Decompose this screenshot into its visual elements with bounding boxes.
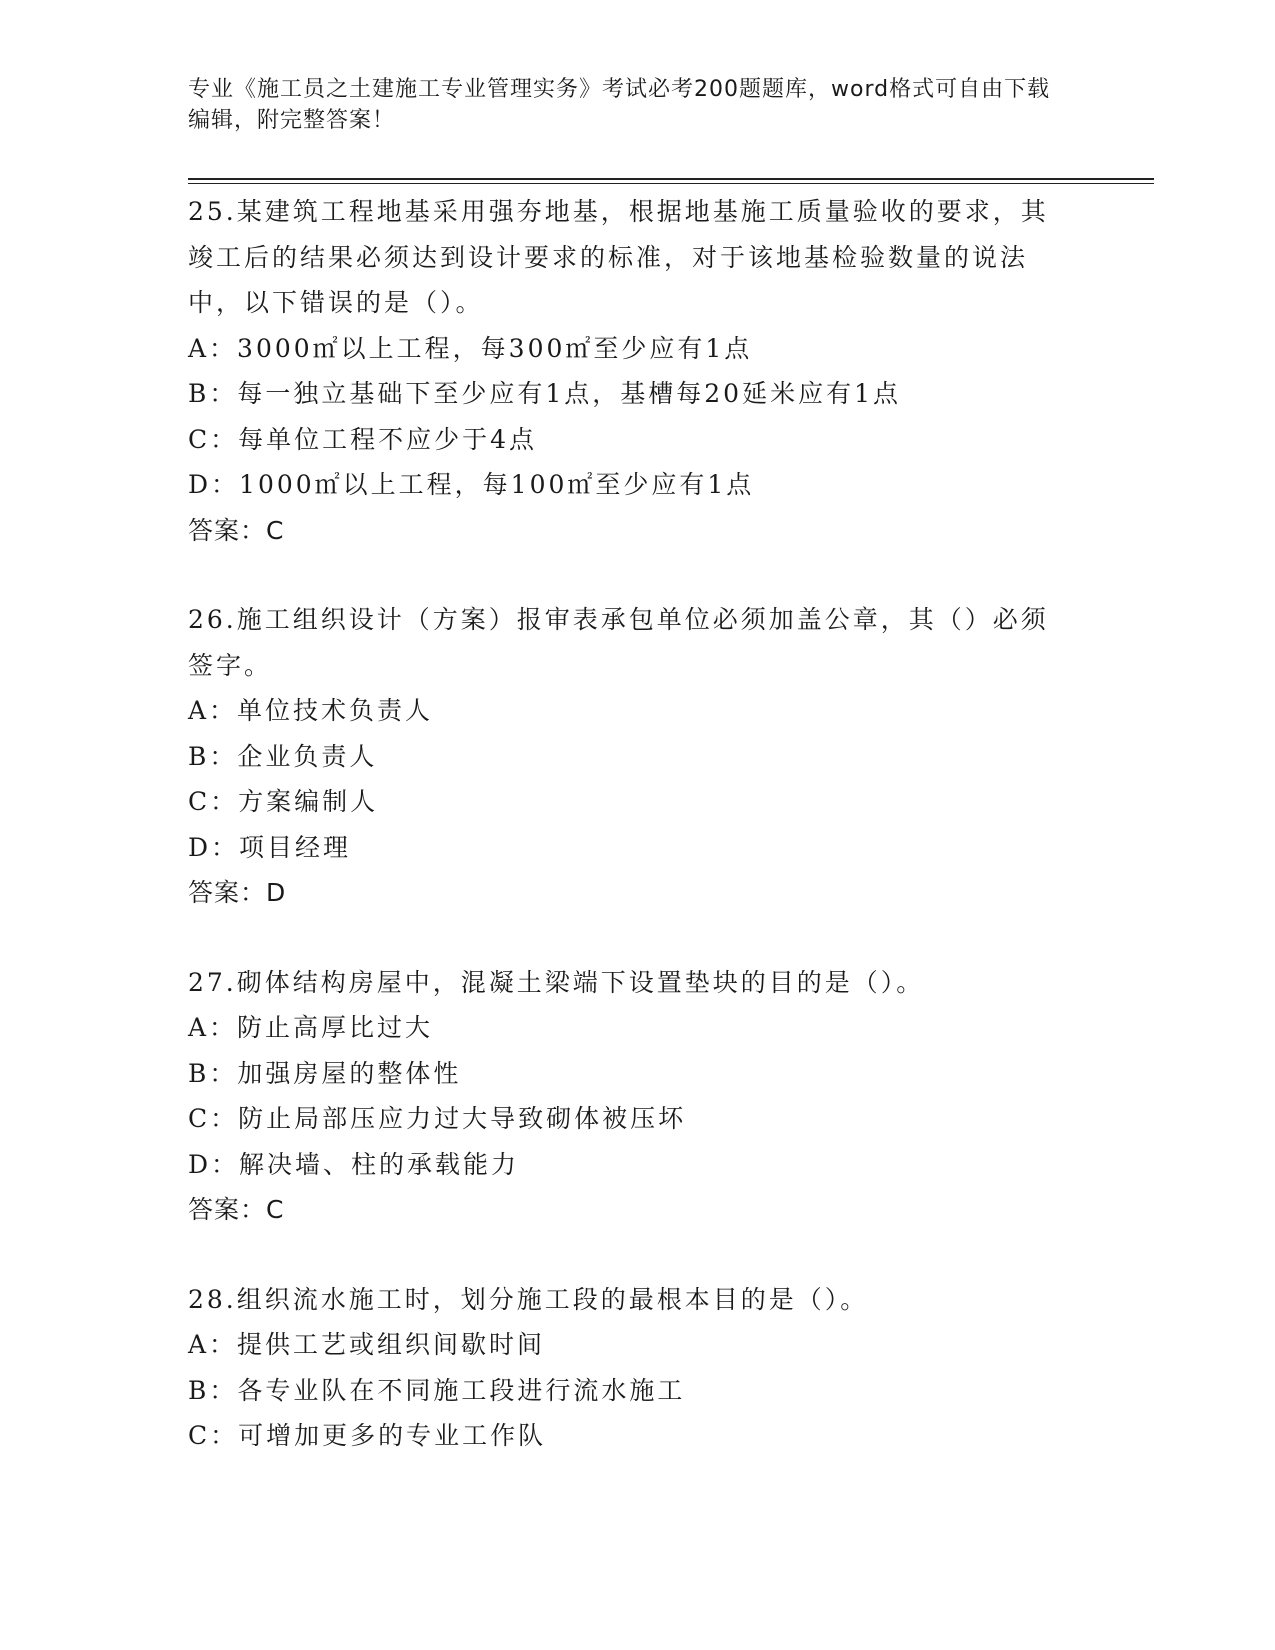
question-25 — [188, 189, 1088, 553]
option-d: D：解决墙、柱的承载能力 — [188, 1149, 520, 1179]
question-27 — [188, 960, 1088, 1233]
option-b: B：各专业队在不同施工段进行流水施工 — [188, 1375, 686, 1405]
answer: 答案：D — [188, 878, 287, 907]
option-a: A：防止高厚比过大 — [188, 1013, 434, 1042]
header-divider-thick — [188, 178, 1154, 180]
option-b: B：每一独立基础下至少应有1点，基槽每20延米应有1点 — [188, 379, 901, 408]
option-a: A：单位技术负责人 — [188, 696, 434, 725]
option-c: C：防止局部压应力过大导致砌体被压坏 — [188, 1104, 687, 1133]
option-c: C：可增加更多的专业工作队 — [188, 1421, 547, 1450]
option-c: C：每单位工程不应少于4点 — [188, 424, 538, 454]
option-b: B：加强房屋的整体性 — [188, 1058, 462, 1088]
option-c: C：方案编制人 — [188, 787, 379, 816]
question-26 — [188, 597, 1088, 916]
option-d: D：1000㎡以上工程，每100㎡至少应有1点 — [188, 470, 755, 499]
answer: 答案：C — [188, 1195, 285, 1224]
question-stem: 28.组织流水施工时，划分施工段的最根本目的是（）。 — [188, 1284, 869, 1314]
question-28 — [188, 1277, 1088, 1459]
question-list — [188, 189, 1088, 1503]
option-b: B：企业负责人 — [188, 741, 378, 771]
question-stem: 27.砌体结构房屋中，混凝土梁端下设置垫块的目的是（）。 — [188, 967, 925, 997]
option-a: A：提供工艺或组织间歇时间 — [188, 1330, 546, 1359]
answer: 答案：C — [188, 515, 285, 545]
question-stem: 25.某建筑工程地基采用强夯地基，根据地基施工质量验收的要求，其竣工后的结果必须达到设计要求的标准，对于该地基检验数量的说法中，以下错误的是（）。 — [188, 197, 1049, 317]
question-stem: 26.施工组织设计（方案）报审表承包单位必须加盖公章，其（）必须签字。 — [188, 605, 1049, 680]
header-divider-thin — [188, 183, 1154, 184]
option-a: A：3000㎡以上工程，每300㎡至少应有1点 — [188, 333, 753, 363]
option-d: D：项目经理 — [188, 832, 352, 862]
document-header: 专业《施工员之土建施工专业管理实务》考试必考200题题库，word格式可自由下载编辑，附完整答案！ — [188, 77, 1051, 133]
